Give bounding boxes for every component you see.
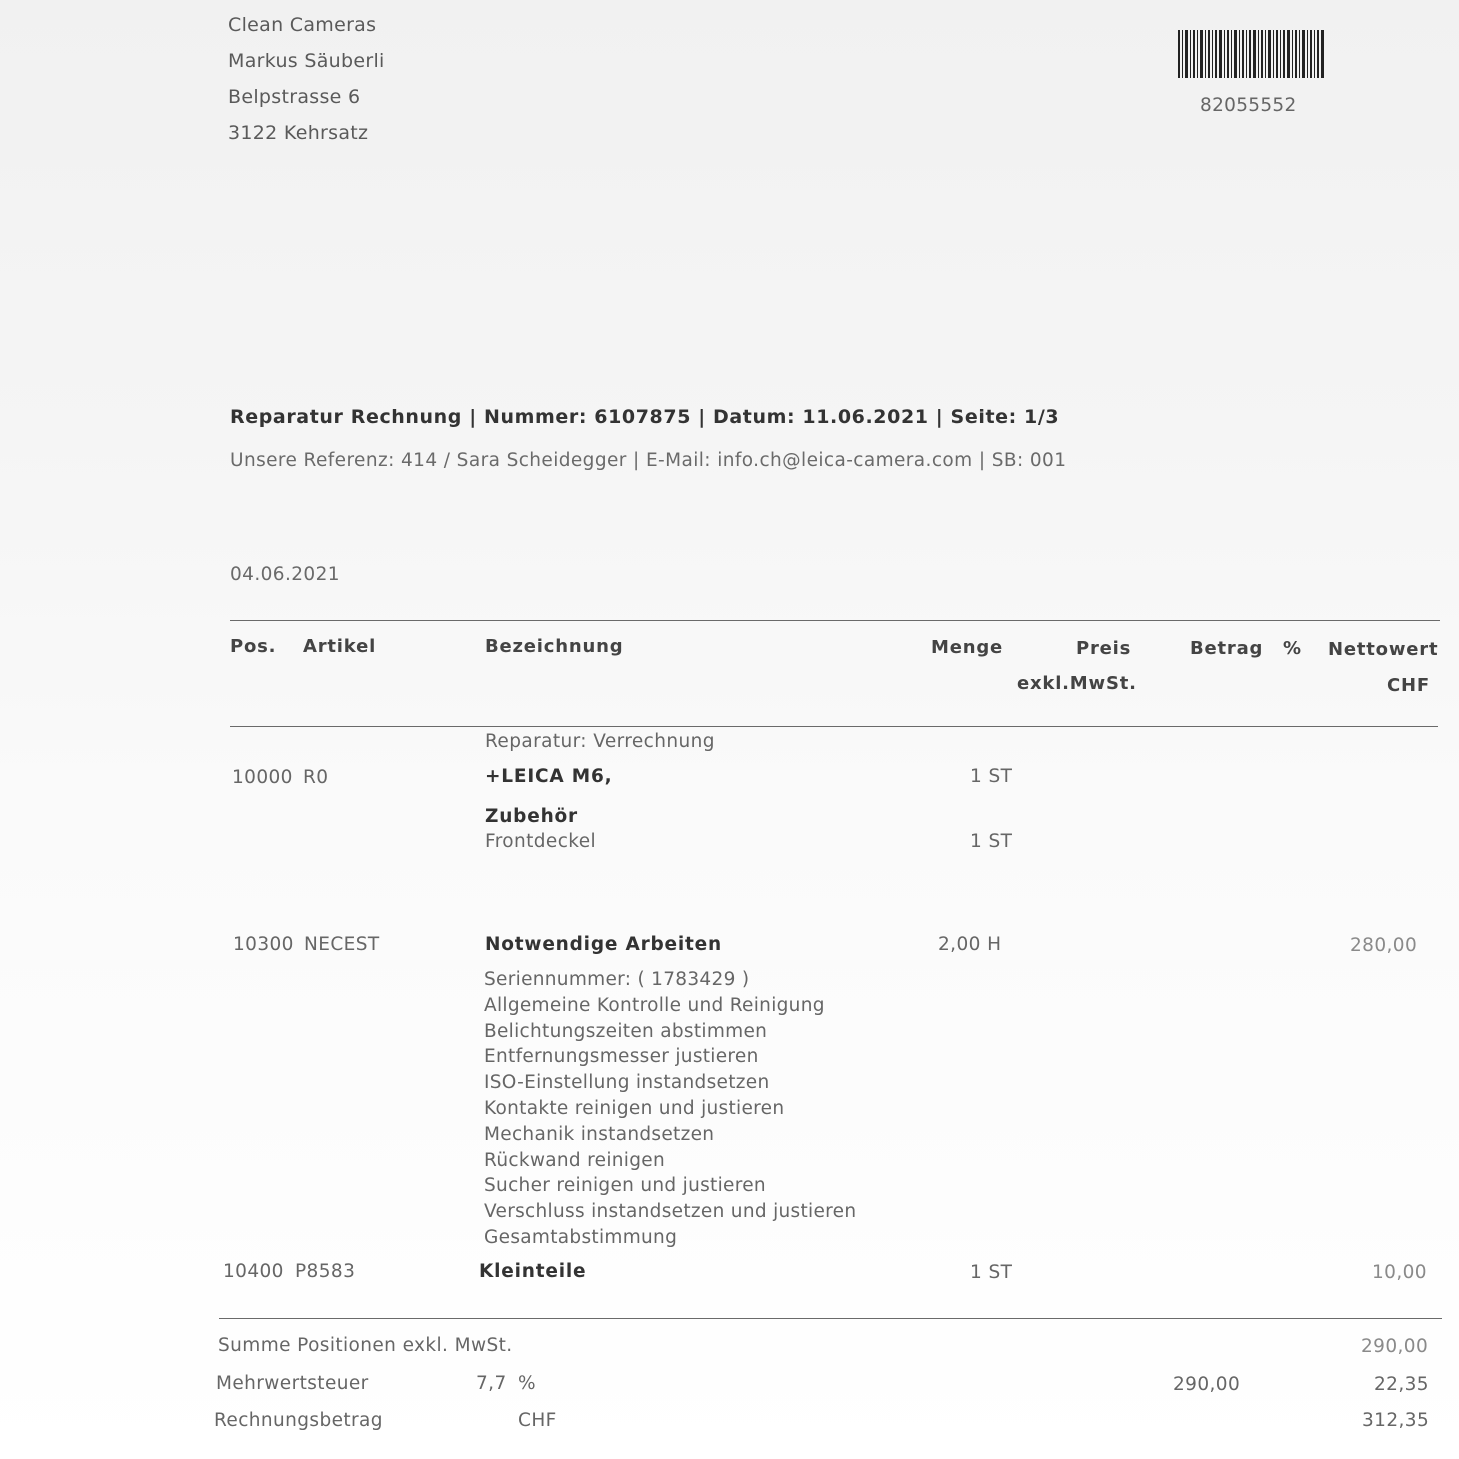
sender-street: Belpstrasse 6 [228, 86, 361, 108]
vat-percent: % [518, 1373, 536, 1394]
barcode-number: 82055552 [1200, 95, 1297, 116]
total-value: 312,35 [1362, 1410, 1430, 1431]
accessory-menge: 1 ST [970, 831, 1013, 852]
sum-value: 290,00 [1361, 1336, 1429, 1357]
table-bottom-rule [219, 1318, 1442, 1319]
row3-nettowert: 10,00 [1372, 1262, 1427, 1283]
table-top-rule [230, 620, 1440, 621]
header-preis-sub: exkl.MwSt. [1017, 673, 1137, 694]
accessory-item: Frontdeckel [485, 831, 597, 852]
row3-artikel: P8583 [295, 1261, 356, 1282]
barcode-graphic [1178, 30, 1326, 78]
detail-line: Kontakte reinigen und justieren [484, 1097, 785, 1119]
header-artikel: Artikel [303, 636, 377, 657]
row2-details [484, 967, 856, 1251]
row1-pretitle: Reparatur: Verrechnung [485, 731, 715, 752]
sender-company: Clean Cameras [228, 14, 377, 36]
invoice-date: 04.06.2021 [230, 564, 340, 585]
invoice-title: Reparatur Rechnung | Nummer: 6107875 | Datum: 11.06.2021 | Seite: 1/3 [230, 406, 1060, 428]
vat-base: 290,00 [1173, 1374, 1241, 1395]
row2-bezeichnung: Notwendige Arbeiten [485, 934, 722, 955]
sender-city: 3122 Kehrsatz [228, 122, 369, 144]
row2-artikel: NECEST [304, 934, 380, 955]
row1-bezeichnung: +LEICA M6, [485, 766, 613, 787]
table-header-rule [230, 726, 1438, 727]
row2-nettowert: 280,00 [1350, 935, 1418, 956]
detail-line: ISO-Einstellung instandsetzen [484, 1072, 770, 1094]
vat-value: 22,35 [1374, 1374, 1429, 1395]
sender-name: Markus Säuberli [228, 50, 385, 72]
detail-line: Mechanik instandsetzen [484, 1123, 715, 1145]
detail-line: Gesamtabstimmung [484, 1226, 678, 1248]
header-percent: % [1283, 638, 1302, 659]
row3-pos: 10400 [223, 1261, 284, 1282]
row1-pos: 10000 [232, 767, 293, 788]
row3-menge: 1 ST [970, 1262, 1013, 1283]
vat-rate: 7,7 [476, 1373, 507, 1394]
header-betrag: Betrag [1190, 638, 1264, 659]
detail-line: Belichtungszeiten abstimmen [484, 1020, 768, 1042]
sum-label: Summe Positionen exkl. MwSt. [218, 1335, 513, 1356]
header-nettowert: Nettowert [1328, 639, 1439, 660]
total-label: Rechnungsbetrag [214, 1410, 383, 1431]
invoice-reference: Unsere Referenz: 414 / Sara Scheidegger | E-Mail: info.ch@leica-camera.com | SB: 001 [230, 450, 1067, 471]
header-menge: Menge [931, 637, 1004, 658]
detail-line: Entfernungsmesser justieren [484, 1046, 759, 1068]
row2-pos: 10300 [233, 934, 294, 955]
total-currency: CHF [518, 1410, 557, 1431]
row1-artikel: R0 [303, 767, 329, 788]
row1-menge: 1 ST [970, 766, 1013, 787]
detail-line: Verschluss instandsetzen und justieren [484, 1201, 857, 1223]
accessory-title: Zubehör [485, 806, 578, 827]
detail-line: Sucher reinigen und justieren [484, 1175, 766, 1197]
detail-line: Rückwand reinigen [484, 1149, 665, 1171]
row2-menge: 2,00 H [938, 934, 1002, 955]
header-pos: Pos. [230, 636, 277, 657]
detail-line: Allgemeine Kontrolle und Reinigung [484, 994, 825, 1016]
header-preis: Preis [1076, 638, 1132, 659]
header-bezeichnung: Bezeichnung [485, 636, 624, 657]
header-nettowert-sub: CHF [1387, 675, 1430, 696]
row3-bezeichnung: Kleinteile [479, 1261, 587, 1282]
vat-label: Mehrwertsteuer [216, 1373, 369, 1394]
detail-line: Seriennummer: ( 1783429 ) [484, 969, 750, 990]
